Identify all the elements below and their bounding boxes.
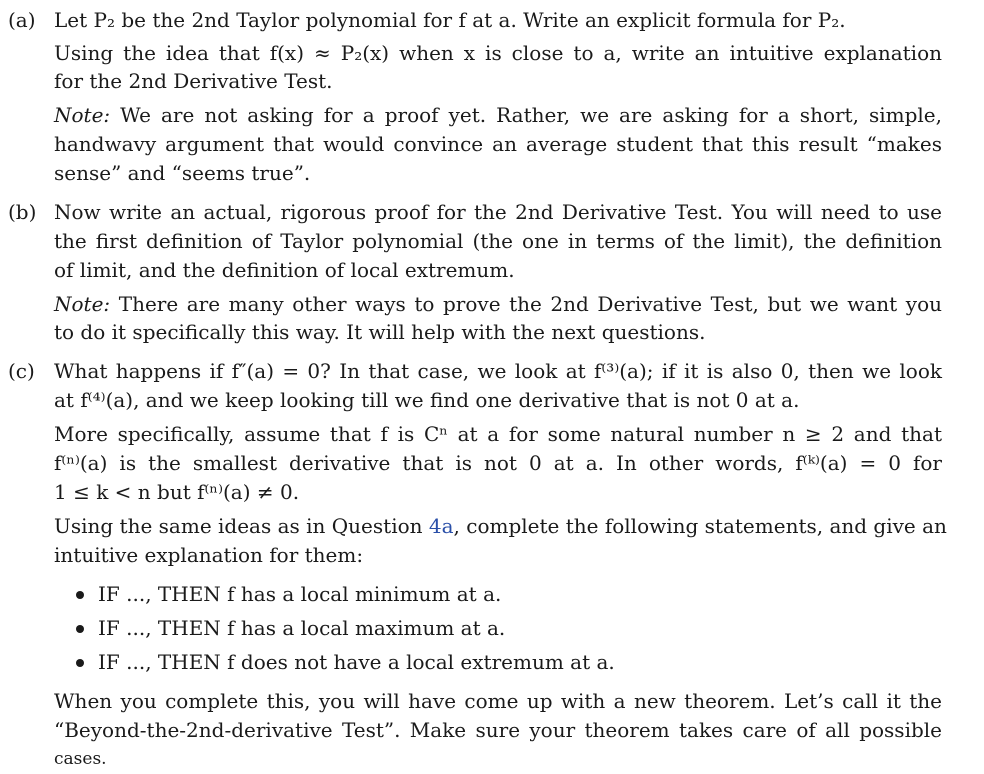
part-b-note-line-1 [54,290,942,318]
part-b-line-3: of limit, and the definition of local extremum. [54,258,515,282]
bullet-item-no-extremum: IF ..., THEN f does not have a local extremum at a. [98,650,615,674]
part-a-note-line-2: handwavy argument that would convince an average student that this result “makes [54,132,942,156]
bullet-dot-3 [76,659,84,667]
closing-line-2: “Beyond-the-2nd-derivative Test”. Make sure your theorem takes care of all possible [54,718,942,742]
part-b-note-line-2: to do it specifically this way. It will help with the next questions. [54,320,706,344]
part-c-line-2: at f⁽⁴⁾(a), and we keep looking till we find one derivative that is not 0 at a. [54,388,800,412]
part-b-note-text-1: There are many other ways to prove the 2nd Derivative Test, but we want you [110,292,942,316]
part-a-line-3: for the 2nd Derivative Test. [54,69,333,93]
part-c-line-6-pre: Using the same ideas as in Question [54,514,429,538]
part-c-line-6-post: , complete the following statements, and give an [453,514,947,538]
closing-line-3: cases. [54,749,107,769]
part-c-line-1: What happens if f″(a) = 0? In that case, we look at f⁽³⁾(a); if it is also 0, then we look [54,359,942,383]
part-b-label: (b) [8,200,37,224]
question-4a-link[interactable]: 4a [428,514,454,538]
part-c-line-7: intuitive explanation for them: [54,543,364,567]
part-c-label: (c) [8,359,35,383]
part-a-label: (a) [8,8,36,32]
bullet-dot-1 [76,591,84,599]
part-c-line-5: 1 ≤ k < n but f⁽ⁿ⁾(a) ≠ 0. [54,480,300,504]
part-c-line-4: f⁽ⁿ⁾(a) is the smallest derivative that is not 0 at a. In other words, f⁽ᵏ⁾(a) = 0 for [54,451,942,475]
part-b-note-label: Note: [54,292,111,316]
bullet-item-minimum: IF ..., THEN f has a local minimum at a. [98,582,502,606]
part-a-line-1: Let P₂ be the 2nd Taylor polynomial for f at a. Write an explicit formula for P₂. [54,8,846,32]
closing-line-1: When you complete this, you will have come up with a new theorem. Let’s call it the [54,689,942,713]
part-c-line-6 [54,512,947,540]
part-c-line-3: More specifically, assume that f is Cⁿ at a for some natural number n ≥ 2 and that [54,422,942,446]
part-a-note-line-1 [54,101,942,129]
part-a-note-line-3: sense” and “seems true”. [54,161,311,185]
part-a-line-2: Using the idea that f(x) ≈ P₂(x) when x is close to a, write an intuitive explanation [54,41,942,65]
bullet-item-maximum: IF ..., THEN f has a local maximum at a. [98,616,506,640]
bullet-dot-2 [76,625,84,633]
part-a-note-text-1: We are not asking for a proof yet. Rather, we are asking for a short, simple, [110,103,942,127]
part-b-line-1: Now write an actual, rigorous proof for the 2nd Derivative Test. You will need to use [54,200,942,224]
part-b-line-2: the first definition of Taylor polynomial (the one in terms of the limit), the definition [54,229,942,253]
part-a-note-label: Note: [54,103,111,127]
